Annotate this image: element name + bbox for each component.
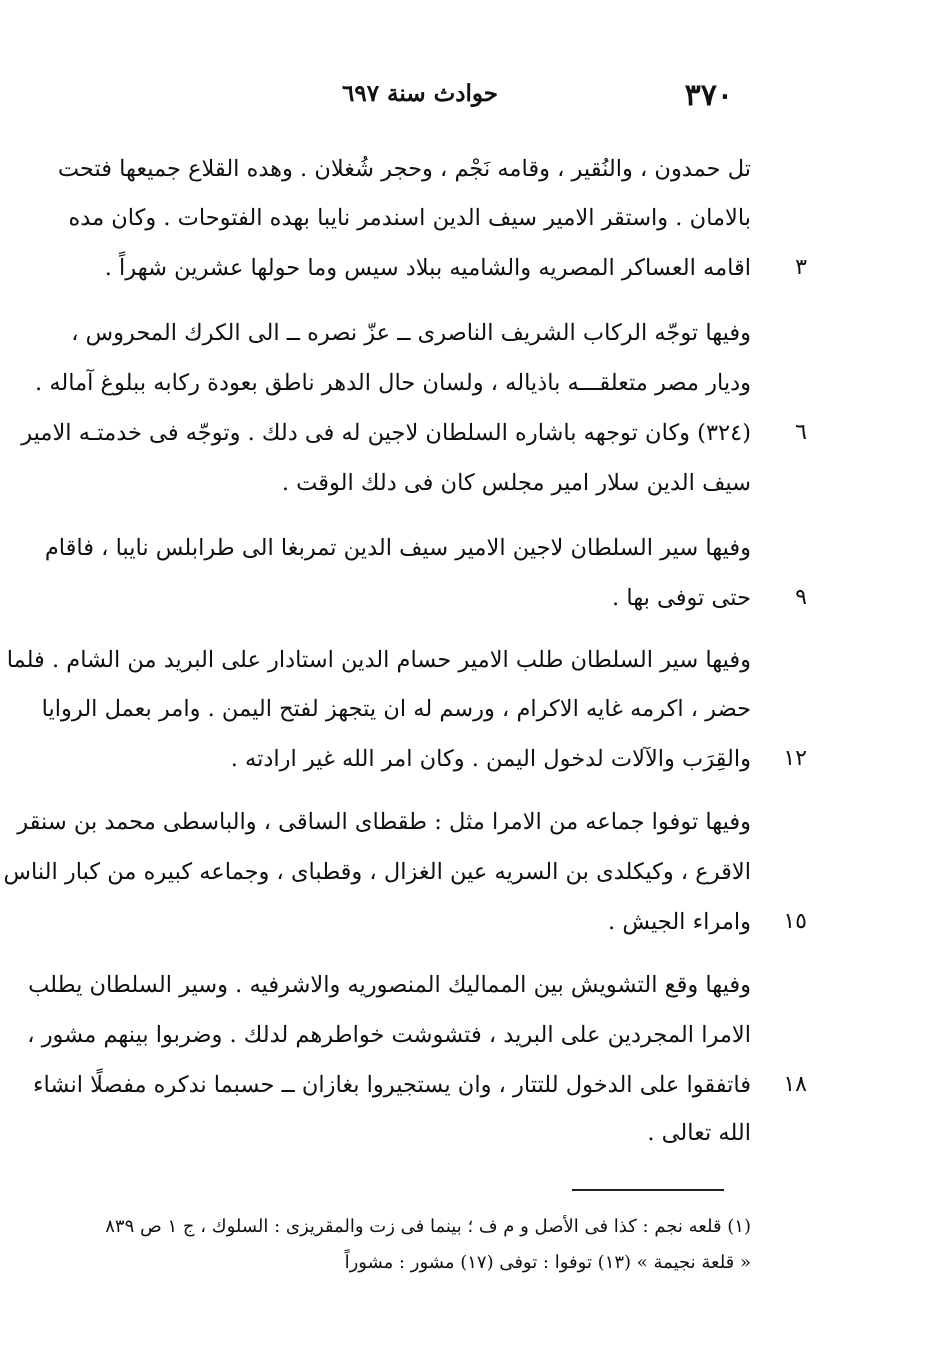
text-line: وفيها وقع التشويش بين المماليك المنصوريه والاشرفيه . وسير السلطان يطلب <box>28 972 751 998</box>
text-line: فاتفقوا على الدخول للتتار ، وان يستجيروا بغازان ــ حسبما ندكره مفصلًا انشاء <box>32 1072 751 1098</box>
text-line: (٣٢٤) وكان توجهه باشاره السلطان لاجين له فى دلك . وتوجّه فى خدمتـه الامير <box>21 420 751 446</box>
footnote-line: (١) قلعه نجم : كذا فى الأصل و م ف ؛ بينما فى زت والمقريزى : السلوك ، ج ١ ص ٨٣٩ <box>105 1216 751 1237</box>
text-line: والقِرَب والآلات لدخول اليمن . وكان امر الله غير ارادته . <box>230 746 751 772</box>
text-line: سيف الدين سلار امير مجلس كان فى دلك الوقت . <box>281 470 751 496</box>
text-line: وامراء الجيش . <box>608 909 751 935</box>
text-line: وفيها سير السلطان طلب الامير حسام الدين استادار على البريد من الشام . فلما <box>6 647 751 673</box>
running-header: حوادث سنة ٦٩٧ <box>341 80 498 107</box>
text-line: الاقرع ، وكيكلدى بن السريه عين الغزال ، وقطباى ، وجماعه كبيره من كبار الناس <box>3 859 751 885</box>
line-number: ٣ <box>795 255 807 280</box>
text-line: الامرا المجردين على البريد ، فتشوشت خواطرهم لدلك . وضربوا بينهم مشور ، <box>27 1022 751 1048</box>
text-line: اقامه العساكر المصريه والشاميه ببلاد سيس وما حولها عشرين شهراً . <box>104 255 751 281</box>
text-line: بالامان . واستقر الامير سيف الدين اسندمر نايبا بهده الفتوحات . وكان مده <box>68 205 751 231</box>
footnote-divider <box>572 1189 724 1191</box>
line-number: ٩ <box>795 585 807 610</box>
text-line: تل حمدون ، والنُقير ، وقامه نَجْم ، وحجر شُغلان . وهده القلاع جميعها فتحت <box>57 156 751 182</box>
text-line: حضر ، اكرمه غايه الاكرام ، ورسم له ان يتجهز لفتح اليمن . وامر بعمل الروايا <box>41 696 751 722</box>
text-line: وفيها توجّه الركاب الشريف الناصرى ــ عزّ نصره ــ الى الكرك المحروس ، <box>71 320 751 346</box>
line-number: ١٢ <box>783 746 807 771</box>
text-line: الله تعالى . <box>647 1120 751 1146</box>
page-number: ٣٧٠ <box>684 78 733 113</box>
text-line: وفيها سير السلطان لاجين الامير سيف الدين تمربغا الى طرابلس نايبا ، فاقام <box>44 535 751 561</box>
text-line: حتى توفى بها . <box>612 585 751 611</box>
line-number: ٦ <box>795 420 807 445</box>
footnote-line: « قلعة نجيمة » (١٣) توفوا : توفى (١٧) مشور : مشوراً <box>344 1252 751 1273</box>
text-line: وديار مصر متعلقـــه باذياله ، ولسان حال الدهر ناطق بعودة ركابه ببلوغ آماله . <box>35 370 751 396</box>
text-line: وفيها توفوا جماعه من الامرا مثل : طقطاى الساقى ، والباسطى محمد بن سنقر <box>17 809 751 835</box>
line-number: ١٥ <box>783 909 807 934</box>
line-number: ١٨ <box>783 1072 807 1097</box>
